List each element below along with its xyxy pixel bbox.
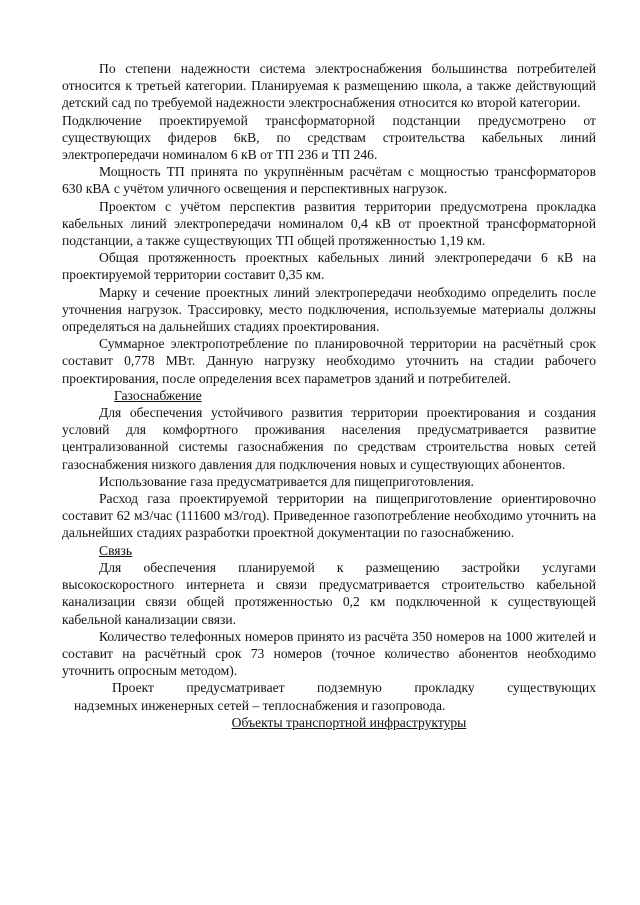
paragraph-gas-development: Для обеспечения устойчивого развития территории проектирования и создания условий для комфортного проживания населения предусматривается развитие централизованной системы газоснабжения по средствам строительства новых сетей газоснабжения низкого давления для подключения новых и существующих абонентов. — [62, 405, 596, 472]
paragraph-underground-line1: Проект предусматривает подземную прокладку существующих — [112, 680, 596, 696]
paragraph-communication-canal: Для обеспечения планируемой к размещению застройки услугами высокоскоростного интернета и связи предусматривается строительство кабельной канализации связи общей протяженностью 0,2 км подключенной к существующей кабельной канализации связи. — [62, 559, 596, 627]
heading-transport-infrastructure: Объекты транспортной инфраструктуры — [231, 714, 467, 730]
paragraph-cable-brand: Марку и сечение проектных линий электропередачи необходимо определить после уточнения нагрузок. Трассировку, место подключения, используемые материалы должны определяться на дальнейших стадиях проектирования. — [62, 284, 596, 335]
heading-communication: Связь — [99, 542, 133, 558]
paragraph-reliability: По степени надежности система электроснабжения большинства потребителей относится к третьей категории. Планируемая к размещению школа, а также действующий детский сад по требуемой надежности электроснабжения относится ко второй категории. — [62, 61, 596, 111]
paragraph-tp-power: Мощность ТП принята по укрупнённым расчётам с мощностью трансформаторов 630 кВА с учётом уличного освещения и перспективных нагрузок. — [62, 164, 596, 197]
heading-gas-supply: Газоснабжение — [114, 387, 202, 403]
paragraph-substation-connection: Подключение проектируемой трансформаторной подстанции предусмотрено от существующих фидеров 6кВ, по средствам строительства кабельных линий электропередачи номиналом 6 кВ от ТП 236 и ТП 246. — [62, 112, 596, 163]
paragraph-gas-consumption: Расход газа проектируемой территории на пищеприготовление ориентировочно составит 62 м3/час (111600 м3/год). Приведенное газопотребление необходимо уточнить на дальнейших стадиях разработки проектной документации по газоснабжению. — [62, 491, 596, 541]
paragraph-total-consumption: Суммарное электропотребление по планировочной территории на расчётный срок составит 0,778 МВт. Данную нагрузку необходимо уточнить на стадии рабочего проектирования, после определения всех параметров зданий и потребителей. — [62, 336, 596, 386]
paragraph-gas-use: Использование газа предусматривается для пищеприготовления. — [99, 473, 475, 489]
paragraph-cable-6kv-length: Общая протяженность проектных кабельных линий электропередачи 6 кВ на проектируемой территории составит 0,35 км. — [62, 250, 596, 283]
document-page — [62, 60, 596, 731]
paragraph-cable-04kv: Проектом с учётом перспектив развития территории предусмотрена прокладка кабельных линий электропередачи номиналом 0,4 кВ от проектной трансформаторной подстанции, а также существующих ТП общей протяженностью 1,19 км. — [62, 198, 596, 249]
paragraph-underground-line2: надземных инженерных сетей – теплоснабжения и газопровода. — [74, 697, 446, 713]
paragraph-phone-numbers: Количество телефонных номеров принято из расчёта 350 номеров на 1000 жителей и составит на расчётный срок 73 номеров (точное количество абонентов необходимо уточнить опросным методом). — [62, 628, 596, 679]
